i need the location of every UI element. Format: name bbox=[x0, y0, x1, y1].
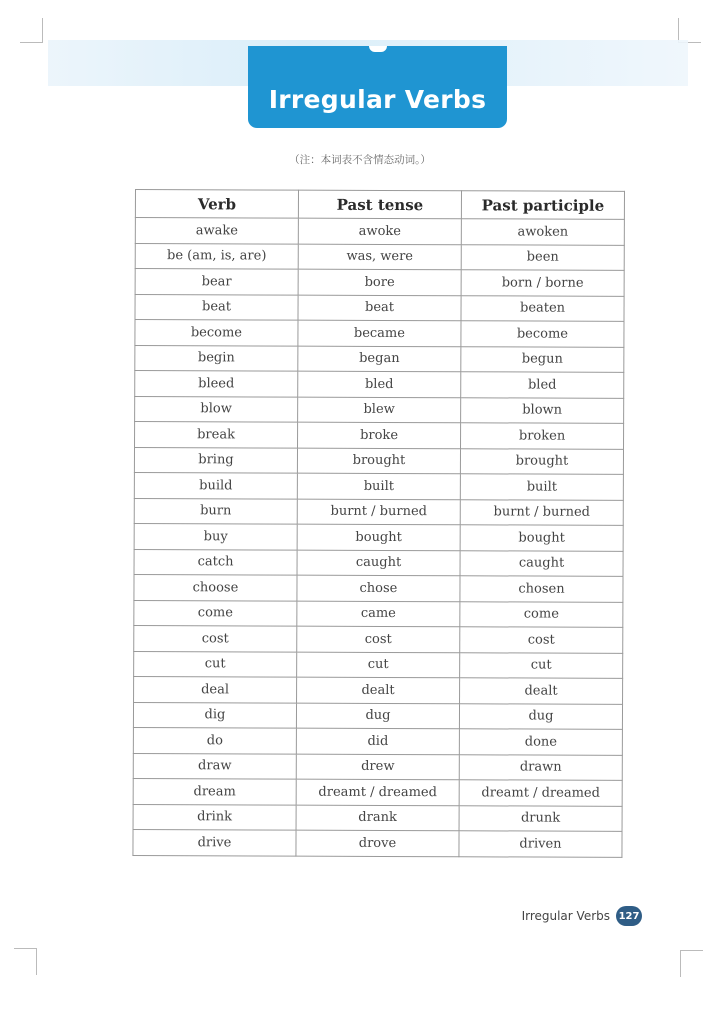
past-participle-cell: born / borne bbox=[461, 270, 624, 296]
past-tense-cell: brought bbox=[297, 448, 460, 474]
past-participle-cell: built bbox=[460, 474, 623, 500]
past-tense-cell: dealt bbox=[297, 677, 460, 703]
past-participle-cell: cut bbox=[460, 652, 623, 678]
table-row bbox=[133, 829, 622, 856]
verb-cell: be (am, is, are) bbox=[135, 243, 298, 269]
table-row bbox=[135, 294, 624, 321]
past-tense-cell: chose bbox=[297, 575, 460, 601]
verb-cell: catch bbox=[134, 549, 297, 575]
table-row bbox=[133, 753, 622, 780]
verb-cell: cost bbox=[134, 625, 297, 651]
past-participle-cell: dealt bbox=[460, 678, 623, 704]
table-row bbox=[135, 396, 624, 423]
table-row bbox=[135, 320, 624, 347]
note-text: （注：本词表不含情态动词。） bbox=[289, 154, 431, 166]
column-header-past-tense: Past tense bbox=[298, 190, 461, 219]
verb-cell: beat bbox=[135, 294, 298, 320]
table-row bbox=[134, 574, 623, 601]
verb-cell: begin bbox=[135, 345, 298, 371]
verb-cell: build bbox=[134, 472, 297, 498]
verb-cell: buy bbox=[134, 523, 297, 549]
past-participle-cell: awoken bbox=[461, 219, 624, 245]
past-tense-cell: awoke bbox=[298, 218, 461, 244]
past-tense-cell: cut bbox=[297, 652, 460, 678]
table-row bbox=[134, 472, 623, 499]
verb-cell: awake bbox=[135, 218, 298, 244]
table-row bbox=[133, 804, 622, 831]
verb-cell: draw bbox=[133, 753, 296, 779]
table-row bbox=[134, 600, 623, 627]
past-tense-cell: caught bbox=[297, 550, 460, 576]
past-tense-cell: dug bbox=[296, 703, 459, 729]
past-participle-cell: been bbox=[461, 244, 624, 270]
page-footer bbox=[522, 906, 642, 926]
past-tense-cell: became bbox=[298, 320, 461, 346]
table-row bbox=[134, 447, 623, 474]
past-participle-cell: chosen bbox=[460, 576, 623, 602]
verb-cell: bleed bbox=[135, 371, 298, 397]
verb-cell: choose bbox=[134, 574, 297, 600]
table-row bbox=[134, 676, 623, 703]
past-participle-cell: dug bbox=[459, 703, 622, 729]
verb-cell: drive bbox=[133, 829, 296, 855]
past-tense-cell: bore bbox=[298, 269, 461, 295]
past-tense-cell: was, were bbox=[298, 244, 461, 270]
table-row bbox=[135, 422, 624, 449]
table-row bbox=[134, 523, 623, 550]
past-tense-cell: drank bbox=[296, 805, 459, 831]
past-participle-cell: done bbox=[459, 729, 622, 755]
past-tense-cell: came bbox=[297, 601, 460, 627]
past-participle-cell: driven bbox=[459, 831, 622, 857]
table-row bbox=[135, 371, 624, 398]
past-tense-cell: bled bbox=[298, 371, 461, 397]
past-tense-cell: drove bbox=[296, 830, 459, 856]
past-participle-cell: become bbox=[461, 321, 624, 347]
verb-cell: drink bbox=[133, 804, 296, 830]
title-banner bbox=[248, 46, 507, 128]
footer-label: Irregular Verbs bbox=[521, 909, 610, 923]
verb-cell: come bbox=[134, 600, 297, 626]
past-participle-cell: begun bbox=[461, 346, 624, 372]
table-row bbox=[133, 727, 622, 754]
past-participle-cell: cost bbox=[460, 627, 623, 653]
table-row bbox=[134, 549, 623, 576]
verb-cell: do bbox=[133, 727, 296, 753]
past-participle-cell: dreamt / dreamed bbox=[459, 780, 622, 806]
verb-cell: burn bbox=[134, 498, 297, 524]
past-tense-cell: burnt / burned bbox=[297, 499, 460, 525]
past-tense-cell: blew bbox=[298, 397, 461, 423]
past-participle-cell: broken bbox=[461, 423, 624, 449]
table-row bbox=[133, 702, 622, 729]
past-participle-cell: brought bbox=[460, 448, 623, 474]
past-participle-cell: caught bbox=[460, 550, 623, 576]
past-tense-cell: beat bbox=[298, 295, 461, 321]
table-header-row bbox=[135, 190, 624, 220]
column-header-verb: Verb bbox=[135, 190, 298, 219]
column-header-past-participle: Past participle bbox=[461, 191, 624, 220]
past-participle-cell: come bbox=[460, 601, 623, 627]
table-row bbox=[135, 218, 624, 245]
crop-mark-bottom-right bbox=[680, 950, 703, 977]
past-participle-cell: bought bbox=[460, 525, 623, 551]
past-participle-cell: blown bbox=[461, 397, 624, 423]
past-tense-cell: cost bbox=[297, 626, 460, 652]
table-row bbox=[133, 778, 622, 805]
verb-cell: dig bbox=[133, 702, 296, 728]
title-notch bbox=[369, 46, 387, 52]
table-body bbox=[133, 218, 624, 857]
verb-cell: blow bbox=[135, 396, 298, 422]
verb-cell: break bbox=[135, 422, 298, 448]
past-tense-cell: broke bbox=[298, 422, 461, 448]
past-tense-cell: began bbox=[298, 346, 461, 372]
past-participle-cell: burnt / burned bbox=[460, 499, 623, 525]
page-number-badge: 127 bbox=[616, 906, 642, 926]
verb-cell: become bbox=[135, 320, 298, 346]
past-participle-cell: drunk bbox=[459, 805, 622, 831]
past-participle-cell: beaten bbox=[461, 295, 624, 321]
crop-mark-top-left bbox=[20, 18, 43, 43]
verb-cell: bear bbox=[135, 269, 298, 295]
crop-mark-bottom-left bbox=[14, 948, 37, 975]
past-tense-cell: dreamt / dreamed bbox=[296, 779, 459, 805]
table-row bbox=[135, 269, 624, 296]
table-row bbox=[134, 625, 623, 652]
past-participle-cell: bled bbox=[461, 372, 624, 398]
table-row bbox=[135, 345, 624, 372]
past-tense-cell: did bbox=[296, 728, 459, 754]
past-participle-cell: drawn bbox=[459, 754, 622, 780]
past-tense-cell: drew bbox=[296, 754, 459, 780]
page-title: Irregular Verbs bbox=[268, 85, 487, 114]
past-tense-cell: bought bbox=[297, 524, 460, 550]
verb-cell: cut bbox=[134, 651, 297, 677]
table-row bbox=[134, 651, 623, 678]
verb-cell: dream bbox=[133, 778, 296, 804]
table-row bbox=[134, 498, 623, 525]
verb-cell: bring bbox=[134, 447, 297, 473]
irregular-verbs-table bbox=[132, 189, 625, 857]
past-tense-cell: built bbox=[297, 473, 460, 499]
table-row bbox=[135, 243, 624, 270]
verb-cell: deal bbox=[134, 676, 297, 702]
